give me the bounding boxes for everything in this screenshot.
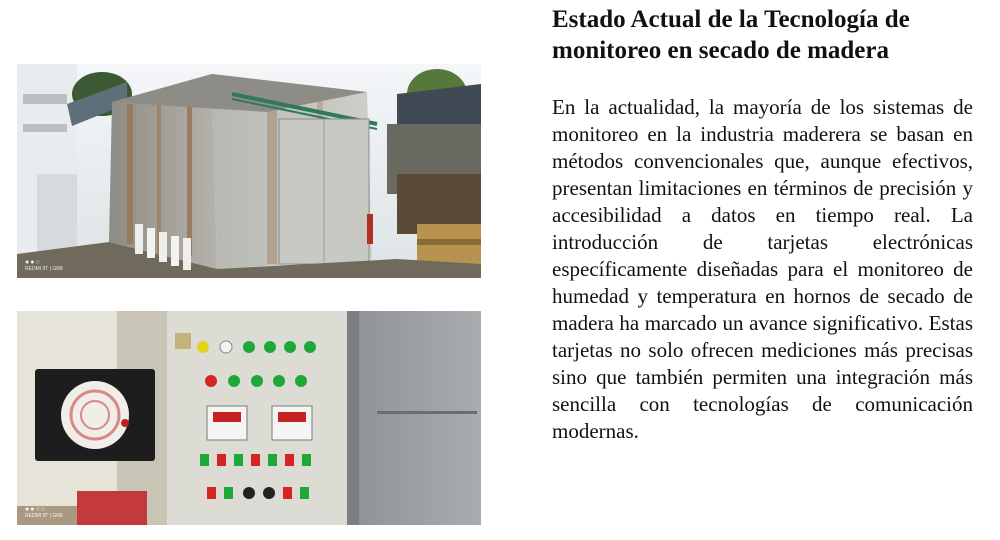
kiln-photo [17,64,481,278]
control-panel-illustration [17,311,481,525]
control-panel-photo [17,311,481,525]
camera-dots-icon: ●●○ [25,259,41,266]
kiln-photo-watermark: ●●○ REDMI 9T | GR8 [25,259,63,272]
body-paragraph: En la actualidad, la mayoría de los sistemas de monitoreo en la industria maderera se basan en métodos convencionales que, aunque efectivos, presentan limitaciones en términos de precisión y accesibilidad a datos en tiempo real. La introducción de tarjetas electrónicas específicamente diseñadas para el monitoreo de humedad y temperatura en hornos de secado de madera ha marcado un avance significativo. Estas tarjetas no solo ofrecen mediciones más precisas sino que también permiten una integración más sencilla con tecnologías de comunicación modernas. [552,95,973,443]
panel-photo-watermark: ●●○○ REDMI 9T | GR8 [25,506,63,519]
kiln-photo-illustration [17,64,481,278]
camera-dots-icon: ●●○○ [25,506,46,513]
section-title: Estado Actual de la Tecnología de monitoreo en secado de madera [552,6,910,64]
